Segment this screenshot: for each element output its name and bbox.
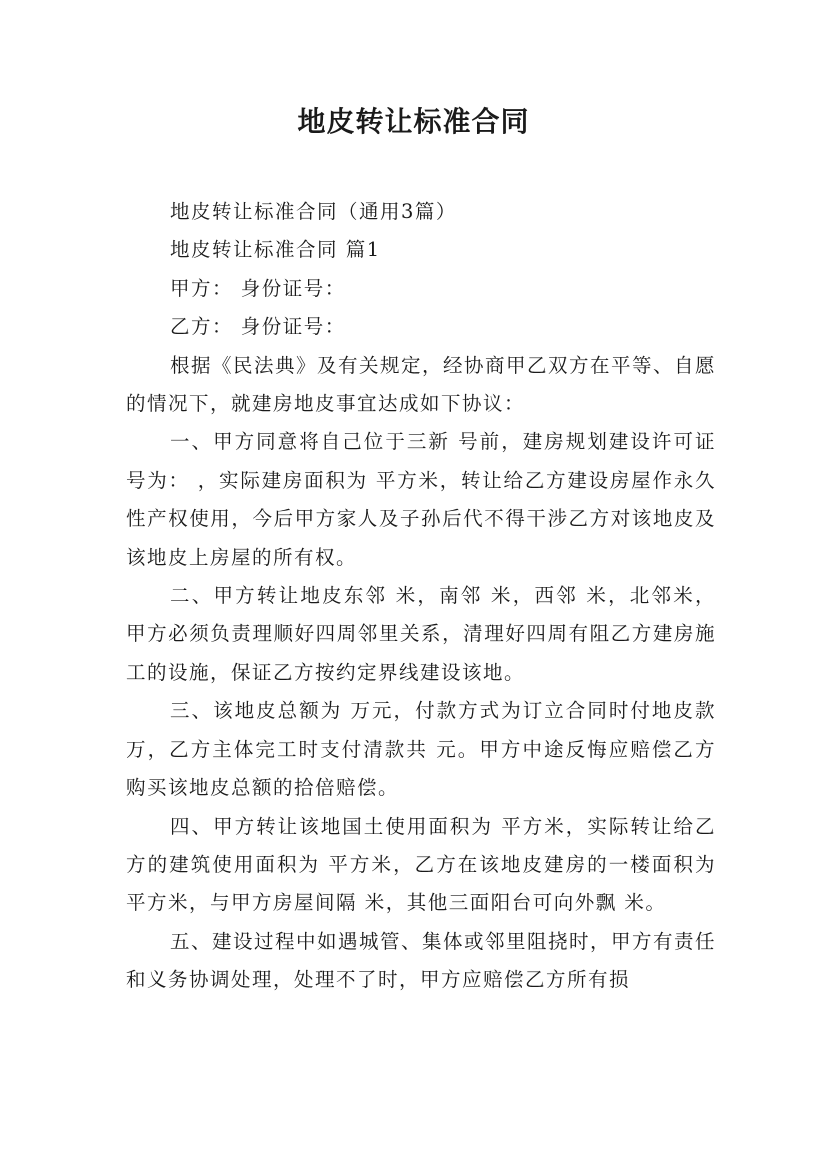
paragraph-subtitle: 地皮转让标准合同（通用3篇） bbox=[170, 200, 457, 223]
paragraph-party-b: 乙方： 身份证号： bbox=[170, 315, 346, 339]
document-title: 地皮转让标准合同 bbox=[297, 105, 530, 138]
paragraph-clause-5: 五、建设过程中如遇城管、集体或邻里阻挠时，甲方有责任和义务协调处理，处理不了时，甲方应赔偿乙方所有损 bbox=[126, 929, 717, 992]
paragraph-party-a: 甲方： 身份证号： bbox=[170, 276, 346, 300]
paragraph-clause-2: 二、甲方转让地皮东邻 米，南邻 米，西邻 米，北邻米，甲方必须负责理顺好四周邻里关系，清理好四周有阻乙方建房施工的设施，保证乙方按约定界线建设该地。 bbox=[126, 584, 716, 684]
document-body bbox=[126, 193, 716, 1000]
paragraph-section-heading: 地皮转让标准合同 篇1 bbox=[170, 238, 381, 262]
paragraph-preamble: 根据《民法典》及有关规定，经协商甲乙双方在平等、自愿的情况下，就建房地皮事宜达成如下协议： bbox=[126, 353, 717, 416]
paragraph-clause-1: 一、甲方同意将自己位于三新 号前，建房规划建设许可证号为： ，实际建房面积为 平方米，转让给乙方建设房屋作永久性产权使用，今后甲方家人及子孙后代不得干涉乙方对该地皮及该地皮上房屋的所有权。 bbox=[126, 430, 716, 569]
paragraph-clause-3: 三、该地皮总额为 万元，付款方式为订立合同时付地皮款 万，乙方主体完工时支付清款共 元。甲方中途反悔应赔偿乙方购买该地皮总额的拾倍赔偿。 bbox=[126, 699, 716, 800]
paragraph-clause-4: 四、甲方转让该地国土使用面积为 平方米，实际转让给乙方的建筑使用面积为 平方米，乙方在该地皮建房的一楼面积为 平方米，与甲方房屋间隔 米，其他三面阳台可向外飘 米。 bbox=[126, 814, 716, 915]
